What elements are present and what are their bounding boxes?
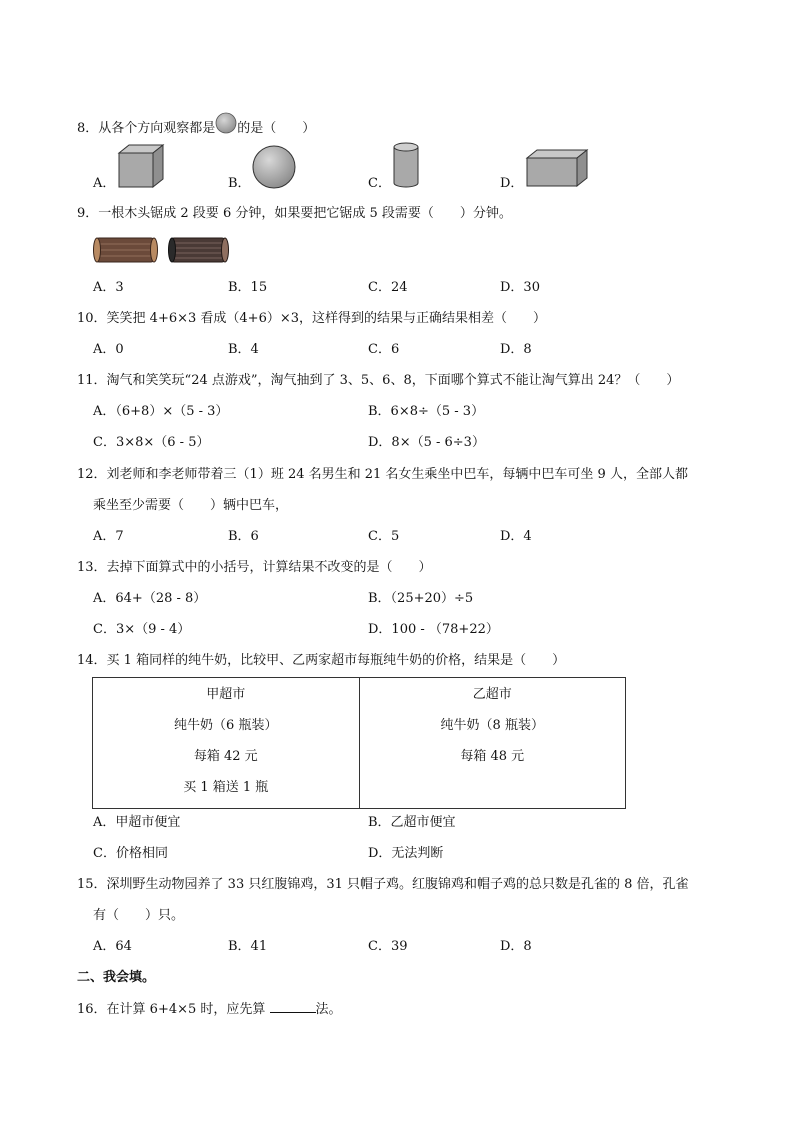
q11-option-c: C．3×8×（6 - 5） xyxy=(93,435,210,450)
supermarket-a-name: 甲超市 xyxy=(206,687,246,702)
q14-option-c: C．价格相同 xyxy=(93,846,168,861)
cuboid-icon xyxy=(525,148,589,188)
q8-stem-after: 的是（ ） xyxy=(237,121,316,136)
q12-option-a: A．7 xyxy=(93,529,124,544)
q15-option-a: A．64 xyxy=(93,939,132,954)
q8-option-a: A． xyxy=(93,176,116,191)
q8-option-c: C． xyxy=(368,176,391,191)
q15-stem-line1: 15．深圳野生动物园养了 33 只红腹锦鸡，31 只帽子鸡。红腹锦鸡和帽子鸡的总只数是孔雀的 8 倍，孔雀 xyxy=(77,877,689,892)
q14-stem: 14．买 1 箱同样的纯牛奶，比较甲、乙两家超市每瓶纯牛奶的价格，结果是（ ） xyxy=(77,653,566,668)
section-title: 二、我会填。 xyxy=(77,970,156,985)
q15-option-d: D．8 xyxy=(500,939,532,954)
q16-stem xyxy=(77,1000,342,1019)
supermarket-b-cell xyxy=(359,678,626,809)
q12-stem-line1: 12．刘老师和李老师带着三（1）班 24 名男生和 21 名女生乘坐中巴车，每辆中巴车可坐 9 人，全部人都 xyxy=(77,467,688,482)
q11-option-d: D．8×（5 - 6÷3） xyxy=(368,435,485,450)
q9-option-d: D．30 xyxy=(500,280,540,295)
q10-option-a: A．0 xyxy=(93,342,124,357)
q13-option-b: B．（25+20）÷5 xyxy=(368,591,474,606)
supermarket-a-cell xyxy=(93,678,360,809)
q13-stem: 13．去掉下面算式中的小括号，计算结果不改变的是（ ） xyxy=(77,560,432,575)
supermarket-comparison-table xyxy=(92,677,626,809)
log-icon xyxy=(168,236,230,264)
q10-option-c: C．6 xyxy=(368,342,400,357)
q15-stem-line2: 有（ ）只。 xyxy=(93,908,185,923)
q14-option-b: B．乙超市便宜 xyxy=(368,815,456,830)
q9-option-b: B．15 xyxy=(228,280,268,295)
q9-stem: 9．一根木头锯成 2 段要 6 分钟，如果要把它锯成 5 段需要（ ）分钟。 xyxy=(77,206,512,221)
supermarket-b-name: 乙超市 xyxy=(472,687,512,702)
supermarket-b-product: 纯牛奶（8 瓶装） xyxy=(440,718,544,733)
q14-option-a: A．甲超市便宜 xyxy=(93,815,181,830)
q10-stem: 10．笑笑把 4+6×3 看成（4+6）×3，这样得到的结果与正确结果相差（ ） xyxy=(77,311,547,326)
q11-stem: 11．淘气和笑笑玩“24 点游戏”，淘气抽到了 3、5、6、8，下面哪个算式不能让淘气算出 24？（ ） xyxy=(77,373,680,388)
q12-option-d: D．4 xyxy=(500,529,532,544)
q9-option-a: A．3 xyxy=(93,280,124,295)
answer-blank[interactable] xyxy=(270,1000,316,1013)
q10-option-b: B．4 xyxy=(228,342,259,357)
q11-option-a: A．（6+8）×（5 - 3） xyxy=(93,404,229,419)
q9-option-c: C．24 xyxy=(368,280,408,295)
q12-option-c: C．5 xyxy=(368,529,400,544)
supermarket-a-promo: 买 1 箱送 1 瓶 xyxy=(183,780,269,795)
supermarket-a-product: 纯牛奶（6 瓶装） xyxy=(174,718,278,733)
q11-option-b: B．6×8÷（5 - 3） xyxy=(368,404,485,419)
q16-stem-before: 16．在计算 6+4×5 时，应先算 xyxy=(77,1002,266,1017)
q16-stem-after: 法。 xyxy=(315,1002,342,1017)
log-icon xyxy=(93,236,159,264)
sphere-icon xyxy=(215,112,237,134)
q8-option-b: B． xyxy=(228,176,251,191)
q12-option-b: B．6 xyxy=(228,529,259,544)
q8-option-d: D． xyxy=(500,176,524,191)
sphere-icon xyxy=(251,144,297,190)
q15-option-c: C．39 xyxy=(368,939,408,954)
q15-option-b: B．41 xyxy=(228,939,268,954)
q12-stem-line2: 乘坐至少需要（ ）辆中巴车， xyxy=(93,498,289,513)
q8-stem-before: 8．从各个方向观察都是 xyxy=(77,121,216,136)
cube-icon xyxy=(117,143,165,189)
q14-option-d: D．无法判断 xyxy=(368,846,444,861)
q13-option-c: C．3×（9 - 4） xyxy=(93,622,191,637)
q8-stem xyxy=(77,112,315,138)
q10-option-d: D．8 xyxy=(500,342,532,357)
q13-option-a: A．64+（28 - 8） xyxy=(93,591,207,606)
supermarket-a-price: 每箱 42 元 xyxy=(193,749,258,764)
supermarket-b-price: 每箱 48 元 xyxy=(460,749,525,764)
q13-option-d: D．100 - （78+22） xyxy=(368,622,499,637)
cylinder-icon xyxy=(392,141,420,189)
